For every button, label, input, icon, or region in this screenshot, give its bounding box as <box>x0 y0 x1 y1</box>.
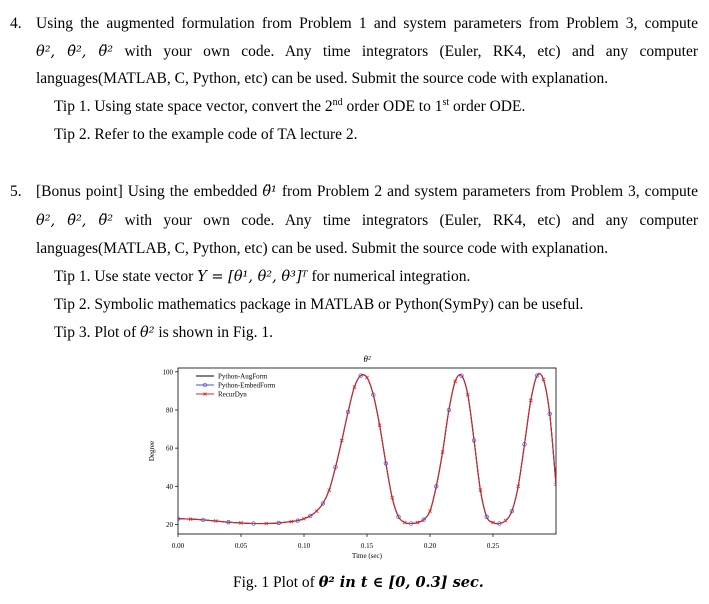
problem-5-math-theta2: θ², θ̇², θ̈² <box>36 213 114 229</box>
x-tick-label: 0.00 <box>171 542 185 550</box>
recurdyn-marker <box>365 376 368 379</box>
y-tick-label: 60 <box>166 444 173 453</box>
theta2-plot <box>140 348 570 566</box>
legend-label: RecurDyn <box>218 390 247 399</box>
problem-5-line-3: languages(MATLAB, C, Python, etc) can be used. Submit the source code with explanation. <box>36 240 609 257</box>
x-tick-label: 0.25 <box>486 542 500 550</box>
x-tick-label: 0.10 <box>297 542 311 550</box>
problem-5-tip-2: Tip 2. Symbolic mathematics package in MATLAB or Python(SymPy) can be useful. <box>54 296 584 313</box>
state-vector-math: Y = [θ¹, θ², θ³]ᵀ <box>197 269 308 285</box>
problem-4-math-theta2: θ², θ̇², θ̈² <box>36 44 114 60</box>
y-tick-label: 80 <box>166 406 173 415</box>
x-tick-label: 0.15 <box>360 542 374 550</box>
y-tick-label: 100 <box>162 368 173 377</box>
problem-5-line-2: θ², θ̇², θ̈² with your own code. Any time integrators (Euler, RK4, etc) and any computer <box>36 212 698 229</box>
recurdyn-marker <box>504 519 507 522</box>
problem-4-line-2-text: with your own code. Any time integrators (Euler, RK4, etc) and any computer <box>124 43 698 60</box>
problem-4-line-2 <box>36 42 698 62</box>
y-tick-label: 40 <box>166 482 173 491</box>
problem-4-tip-1: Tip 1. Using state space vector, convert the 2nd order ODE to 1st order ODE. <box>54 96 526 115</box>
x-tick-label: 0.20 <box>423 542 437 550</box>
problem-5-math-theta1: θ̈¹ <box>262 184 277 200</box>
problem-5-tip-3: Tip 3. Plot of θ² is shown in Fig. 1. <box>54 324 273 341</box>
x-axis-label: Time (sec) <box>352 552 382 560</box>
x-tick-label: 0.05 <box>234 542 248 550</box>
legend-label: Python-AugForm <box>218 372 268 381</box>
recurdyn-marker <box>315 510 318 513</box>
problem-4-line-3: languages(MATLAB, C, Python, etc) can be used. Submit the source code with explanation. <box>36 70 609 87</box>
problem-5-tip-1: Tip 1. Use state vector Y = [θ¹, θ², θ³]ᵀ for numerical integration. <box>54 268 471 285</box>
problem-4-number: 4. <box>10 15 22 32</box>
problem-5-number: 5. <box>10 183 22 200</box>
problem-4-line-1: Using the augmented formulation from Problem 1 and system parameters from Problem 3, compute <box>36 15 698 32</box>
chart-title: θ² <box>363 354 371 364</box>
legend-label: Python-EmbedForm <box>218 381 276 390</box>
y-tick-label: 20 <box>166 520 173 529</box>
figure-caption: Fig. 1 Plot of θ² in t ∈ [0, 0.3] sec. <box>233 574 484 591</box>
problem-5-line-1: [Bonus point] Using the embedded θ̈¹ from Problem 2 and system parameters from Problem 3, compute <box>36 183 698 200</box>
y-axis-label: Degree <box>148 440 156 462</box>
problem-4-tip-2: Tip 2. Refer to the example code of TA lecture 2. <box>54 126 358 143</box>
